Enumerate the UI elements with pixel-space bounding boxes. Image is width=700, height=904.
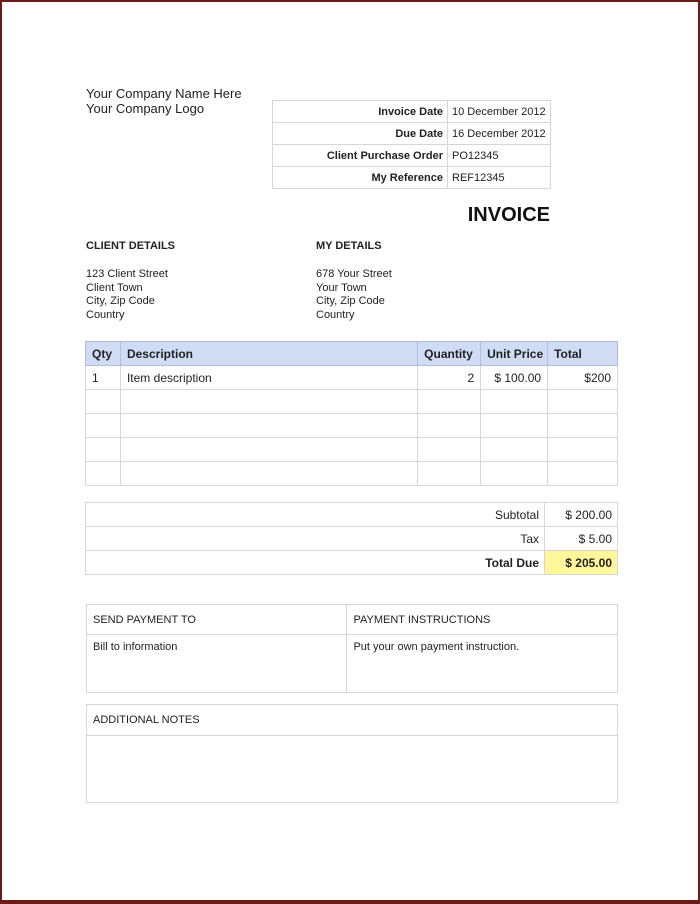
payment-body-row (87, 635, 618, 693)
address-line: Country (86, 308, 125, 321)
table-row (86, 366, 618, 390)
cell-qty (86, 438, 121, 462)
cell-unit-price (481, 414, 548, 438)
cell-unit-price (481, 438, 548, 462)
cell-quantity (418, 414, 481, 438)
cell-qty (86, 462, 121, 486)
cell-qty (86, 414, 121, 438)
cell-description (120, 414, 417, 438)
send-payment-heading: SEND PAYMENT TO (87, 605, 347, 635)
table-row (86, 462, 618, 486)
payment-instructions-text: Put your own payment instruction. (347, 635, 618, 693)
col-header-qty: Qty (86, 342, 121, 366)
additional-notes-heading: ADDITIONAL NOTES (87, 705, 618, 736)
client-address (86, 268, 168, 322)
total-due-label: Total Due (86, 551, 545, 575)
address-line: Your Town (316, 281, 367, 294)
address-line: City, Zip Code (316, 295, 385, 307)
col-header-total: Total (548, 342, 618, 366)
col-header-description: Description (120, 342, 417, 366)
notes-table (86, 704, 618, 803)
payment-header-row (87, 605, 618, 635)
meta-value: 10 December 2012 (448, 101, 551, 123)
cell-quantity (418, 462, 481, 486)
company-block (86, 86, 242, 116)
subtotal-value: $ 200.00 (545, 503, 618, 527)
tax-label: Tax (86, 527, 545, 551)
cell-total: $200 (548, 366, 618, 390)
line-items-table (85, 341, 618, 486)
meta-row (273, 167, 551, 189)
invoice-meta-table (272, 100, 551, 189)
invoice-title: INVOICE (467, 204, 550, 226)
cell-qty: 1 (86, 366, 121, 390)
additional-notes-body[interactable] (87, 736, 618, 803)
cell-unit-price (481, 462, 548, 486)
subtotal-label: Subtotal (86, 503, 545, 527)
notes-body-row (87, 736, 618, 803)
table-row (86, 390, 618, 414)
company-logo: Your Company Logo (86, 101, 205, 116)
client-details-heading: CLIENT DETAILS (86, 240, 176, 252)
address-line: City, Zip Code (86, 295, 155, 307)
subtotal-row (86, 503, 618, 527)
address-line: Client Town (86, 281, 143, 294)
col-header-unit-price: Unit Price (481, 342, 548, 366)
cell-total (548, 414, 618, 438)
cell-unit-price (481, 390, 548, 414)
address-line: 123 Client Street (86, 268, 168, 280)
col-header-quantity: Quantity (418, 342, 481, 366)
meta-value: REF12345 (448, 167, 551, 189)
meta-value: PO12345 (448, 145, 551, 167)
total-due-row (86, 551, 618, 575)
cell-description (120, 462, 417, 486)
my-details-heading: MY DETAILS (316, 240, 382, 252)
meta-label: My Reference (273, 167, 448, 189)
cell-quantity (418, 390, 481, 414)
table-row (86, 438, 618, 462)
cell-qty (86, 390, 121, 414)
tax-row (86, 527, 618, 551)
meta-row (273, 123, 551, 145)
invoice-page (2, 2, 698, 900)
meta-label: Due Date (273, 123, 448, 145)
address-line: 678 Your Street (316, 268, 392, 280)
cell-description: Item description (120, 366, 417, 390)
cell-total (548, 390, 618, 414)
cell-quantity (418, 438, 481, 462)
meta-row (273, 101, 551, 123)
cell-quantity: 2 (418, 366, 481, 390)
totals-table (85, 502, 618, 575)
table-row (86, 414, 618, 438)
meta-label: Client Purchase Order (273, 145, 448, 167)
my-address (316, 268, 392, 322)
address-line: Country (316, 308, 355, 321)
tax-value: $ 5.00 (545, 527, 618, 551)
meta-value: 16 December 2012 (448, 123, 551, 145)
payment-table (86, 604, 618, 693)
cell-description (120, 438, 417, 462)
company-name: Your Company Name Here (86, 86, 242, 101)
meta-row (273, 145, 551, 167)
total-due-value: $ 205.00 (545, 551, 618, 575)
cell-unit-price: $ 100.00 (481, 366, 548, 390)
notes-header-row (87, 705, 618, 736)
cell-description (120, 390, 417, 414)
payment-instructions-heading: PAYMENT INSTRUCTIONS (347, 605, 618, 635)
cell-total (548, 462, 618, 486)
send-payment-text: Bill to information (87, 635, 347, 693)
meta-label: Invoice Date (273, 101, 448, 123)
table-header-row (86, 342, 618, 366)
cell-total (548, 438, 618, 462)
